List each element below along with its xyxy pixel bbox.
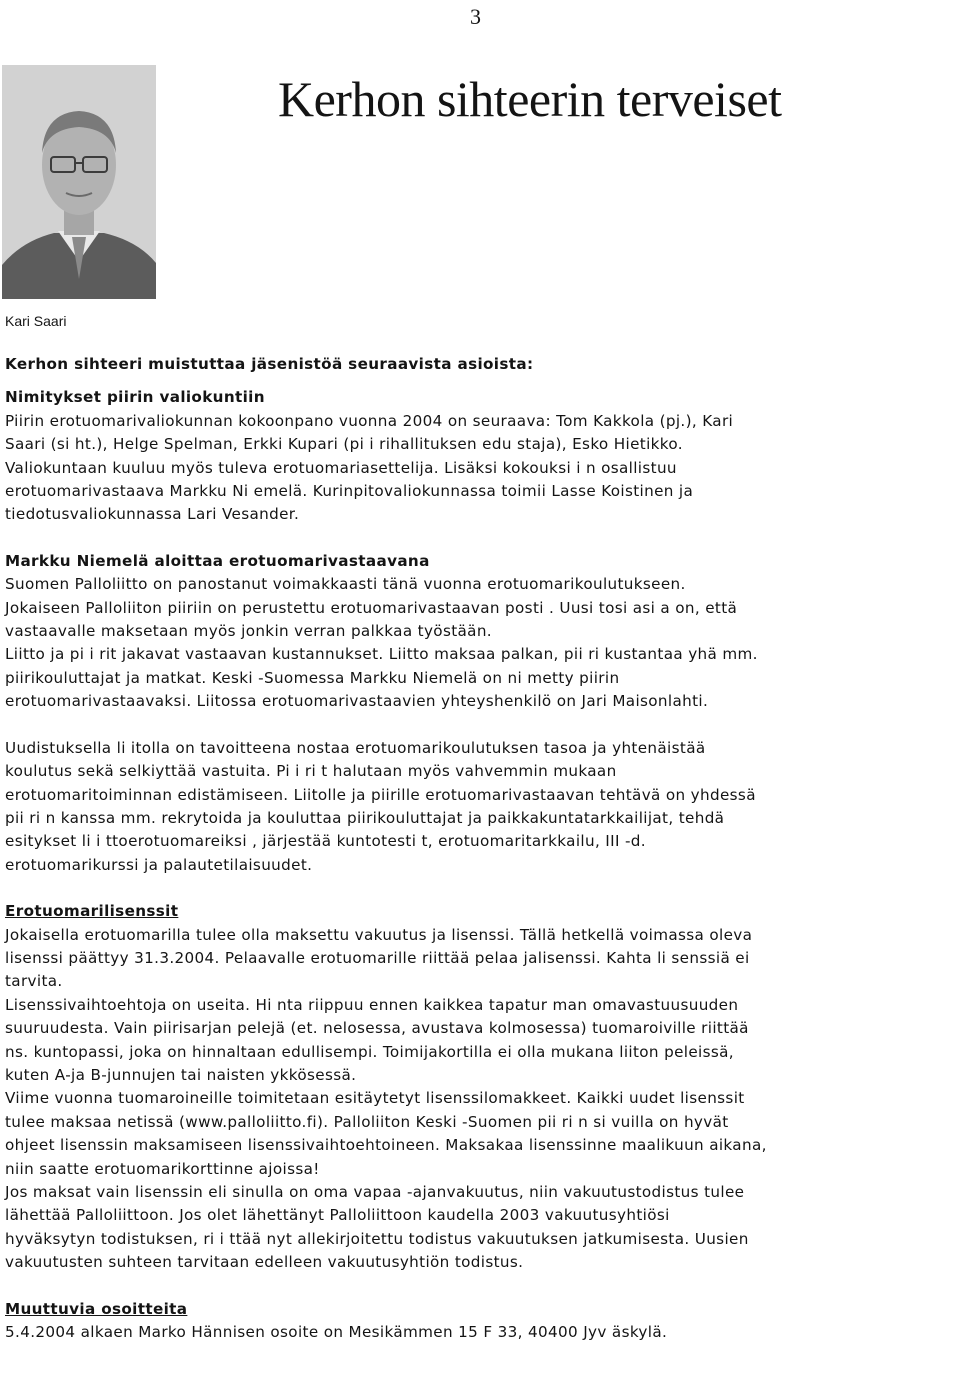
text-line: erotuomarikurssi ja palautetilaisuudet. bbox=[5, 855, 313, 874]
text-line: Saari (si ht.), Helge Spelman, Erkki Kupari (pi i rihallituksen edu staja), Esko Hietikko. bbox=[5, 435, 683, 454]
text-line: Jokaiseen Palloliiton piiriin on perustettu erotuomarivastaavan posti . Uusi tosi asi a on, että bbox=[5, 598, 738, 617]
document-body bbox=[5, 353, 960, 1344]
text-line: tulee maksaa netissä (www.palloliitto.fi). Palloliiton Keski -Suomen pii ri n si vuilla on hyvät bbox=[5, 1112, 729, 1131]
text-line: Piirin erotuomarivaliokunnan kokoonpano vuonna 2004 on seuraava: Tom Kakkola (pj.), Kari bbox=[5, 411, 734, 430]
text-line: kuten A-ja B-junnujen tai naisten ykkösessä. bbox=[5, 1065, 357, 1084]
section-heading-muuttuvia-osoitteita: Muuttuvia osoitteita bbox=[5, 1299, 188, 1318]
text-line: suuruudesta. Vain piirisarjan pelejä (et. nelosessa, avustava kolmosessa) tuomaroiville riittää bbox=[5, 1019, 749, 1038]
text-line: Uudistuksella li itolla on tavoitteena nostaa erotuomarikoulutuksen tasoa ja yhtenäistää bbox=[5, 738, 706, 757]
text-line: 5.4.2004 alkaen Marko Hännisen osoite on Mesikämmen 15 F 33, 40400 Jyv äskylä. bbox=[5, 1323, 668, 1342]
text-line: erotuomarivastaava Markku Ni emelä. Kurinpitovaliokunnassa toimii Lasse Koistinen ja bbox=[5, 482, 694, 501]
text-line: pii ri n kanssa mm. rekrytoida ja kouluttaa piirikouluttajat ja paikkakuntatarkkailijat, tehdä bbox=[5, 808, 725, 827]
text-line: Liitto ja pi i rit jakavat vastaavan kustannukset. Liitto maksaa palkan, pii ri kustantaa yhä mm. bbox=[5, 645, 758, 664]
section-heading-markku-niemela: Markku Niemelä aloittaa erotuomarivastaavana bbox=[5, 551, 430, 570]
portrait-image bbox=[2, 65, 156, 299]
text-line: tiedotusvaliokunnassa Lari Vesander. bbox=[5, 505, 300, 524]
text-line: esitykset li i ttoerotuomareiksi , järjestää kuntotesti t, erotuomaritarkkailu, III -d. bbox=[5, 832, 646, 851]
text-line: Viime vuonna tuomaroineille toimitetaan esitäytetyt lisenssilomakkeet. Kaikki uudet lisenssit bbox=[5, 1089, 745, 1108]
text-line: erotuomarivastaavaksi. Liitossa erotuomarivastaavien yhteyshenkilö on Jari Maisonlahti. bbox=[5, 692, 709, 711]
text-line: piirikouluttajat ja matkat. Keski -Suomessa Markku Niemelä on ni metty piirin bbox=[5, 668, 620, 687]
text-line: Lisenssivaihtoehtoja on useita. Hi nta riippuu ennen kaikkea tapatur man omavastuusuuden bbox=[5, 995, 739, 1014]
text-line: lisenssi päättyy 31.3.2004. Pelaavalle erotuomarille riittää pelaa jalisenssi. Kahta li senssiä ei bbox=[5, 948, 750, 967]
text-line: vastaavalle maksetaan myös jonkin verran palkkaa työstään. bbox=[5, 622, 492, 641]
text-line: tarvita. bbox=[5, 972, 63, 991]
text-line: koulutus sekä selkiyttää vastuita. Pi i ri t halutaan myös vahvemmin mukaan bbox=[5, 762, 617, 781]
text-line: ns. kuntopassi, joka on hinnaltaan edullisempi. Toimijakortilla ei olla mukana liiton peleissä, bbox=[5, 1042, 734, 1061]
text-line: niin saatte erotuomarikorttinne ajoissa! bbox=[5, 1159, 320, 1178]
text-line: Valiokuntaan kuuluu myös tuleva erotuomariasettelija. Lisäksi kokouksi i n osallistuu bbox=[5, 458, 677, 477]
section-heading-erotuomarilisenssit: Erotuomarilisenssit bbox=[5, 902, 179, 921]
page-title: Kerhon sihteerin terveiset bbox=[278, 71, 782, 127]
text-line: ohjeet lisenssin maksamiseen lisenssivaihtoehtoineen. Maksakaa lisenssinne maalikuun aikana, bbox=[5, 1136, 767, 1155]
portrait-photo bbox=[2, 65, 156, 299]
text-line: hyväksytyn todistuksen, ri i ttää nyt allekirjoitettu todistus vakuutuksen jatkumisesta. Uusien bbox=[5, 1229, 749, 1248]
text-line: erotuomaritoiminnan edistämiseen. Liitolle ja piirille erotuomarivastaavan tehtävä on yhdessä bbox=[5, 785, 756, 804]
text-line: Jos maksat vain lisenssin eli sinulla on oma vapaa -ajanvakuutus, niin vakuutustodistus tulee bbox=[5, 1183, 745, 1201]
intro-heading: Kerhon sihteeri muistuttaa jäsenistöä seuraavista asioista: bbox=[5, 355, 534, 373]
text-line: vakuutusten suhteen tarvitaan edelleen vakuutusyhtiön todistus. bbox=[5, 1253, 524, 1272]
section-heading-nimitykset: Nimitykset piirin valiokuntiin bbox=[5, 388, 265, 407]
text-line: Suomen Palloliitto on panostanut voimakkaasti tänä vuonna erotuomarikoulutukseen. bbox=[5, 575, 686, 594]
photo-caption: Kari Saari bbox=[5, 313, 67, 329]
text-line: lähettää Palloliittoon. Jos olet lähettänyt Palloliittoon kaudella 2003 vakuutusyhtiösi bbox=[5, 1206, 670, 1225]
text-line: Jokaisella erotuomarilla tulee olla maksettu vakuutus ja lisenssi. Tällä hetkellä voimassa oleva bbox=[5, 925, 753, 944]
page-number: 3 bbox=[470, 4, 481, 29]
